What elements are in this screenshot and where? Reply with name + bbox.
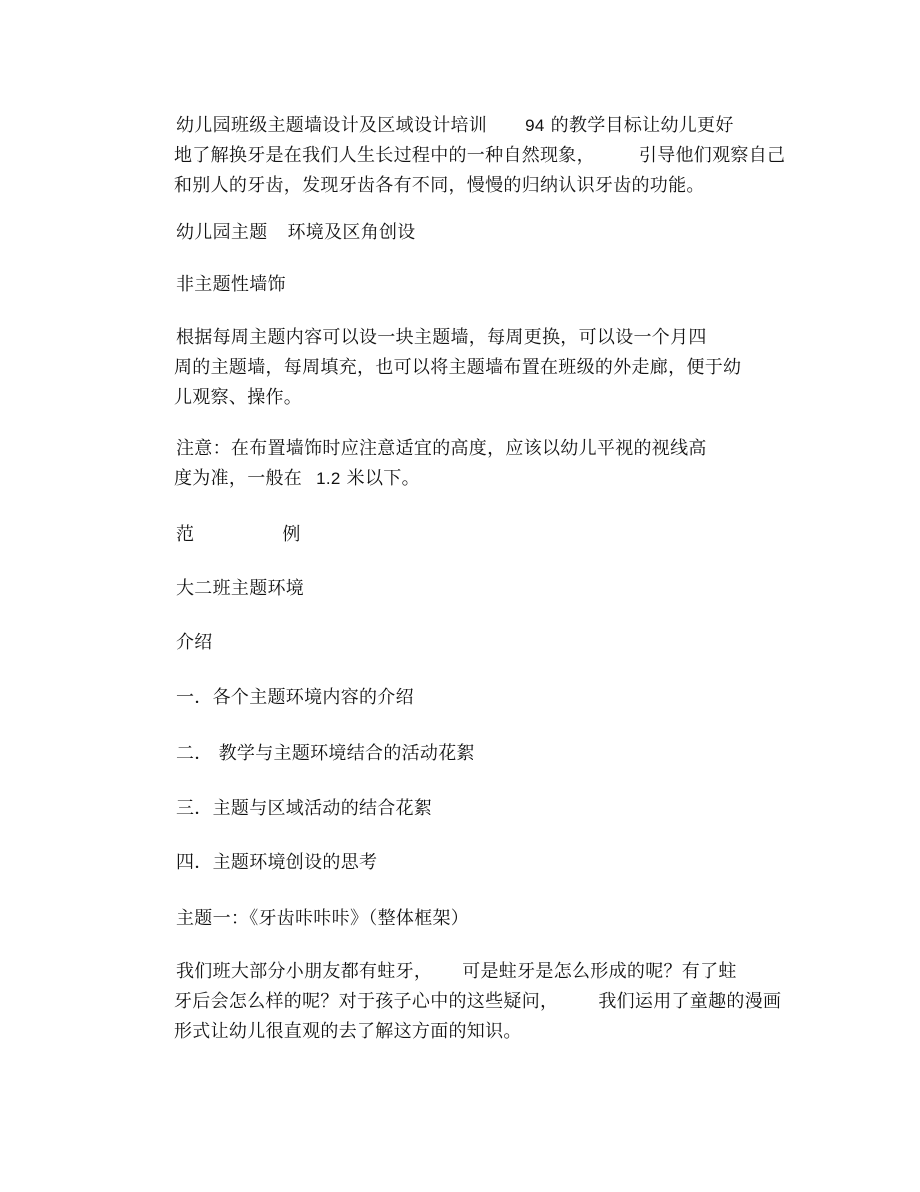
text-span: 我们运用了童趣的漫画: [598, 991, 782, 1012]
paragraph-line: 周的主题墙，每周填充，也可以将主题墙布置在班级的外走廊，便于幼: [174, 357, 742, 378]
paragraph-line: 形式让幼儿很直观的去了解这方面的知识。: [174, 1021, 522, 1042]
text-span: 幼儿园主题: [176, 222, 268, 243]
heading-intro: 介绍: [176, 632, 213, 653]
number-text: 94: [525, 116, 545, 135]
text-span: 可是蛀牙是怎么形成的呢？有了蛀: [462, 961, 737, 982]
paragraph-theme-wall: [176, 323, 776, 413]
text-span: 环境及区角创设: [287, 222, 416, 243]
text-span: 地了解换牙是在我们人生长过程中的一种自然现象，: [174, 145, 595, 166]
heading-kindergarten-theme: [176, 218, 776, 248]
paragraph-note: [176, 434, 776, 494]
heading-example: [176, 520, 776, 550]
list-item: 四．主题环境创设的思考: [176, 852, 378, 873]
text-span: 我们班大部分小朋友都有蛀牙，: [176, 961, 433, 982]
paragraph-line: [176, 957, 776, 987]
text-span: 范: [176, 524, 195, 545]
paragraph-cavities: [174, 957, 782, 1047]
heading-non-theme-wall: 非主题性墙饰: [176, 274, 286, 295]
heading-theme-one: 主题一：《牙齿咔咔咔》（整体框架）: [176, 908, 470, 929]
paragraph-line: 根据每周主题内容可以设一块主题墙，每周更换，可以设一个月四: [176, 327, 707, 348]
text-span: 度为准，一般在: [174, 468, 303, 489]
list-item: 一．各个主题环境内容的介绍: [176, 687, 414, 708]
paragraph-line: [174, 464, 776, 494]
text-span: 的教学目标让幼儿更好: [544, 115, 734, 136]
paragraph-line: 和别人的牙齿，发现牙齿各有不同，慢慢的归纳认识牙齿的功能。: [174, 175, 705, 196]
paragraph-line: [174, 141, 786, 171]
list-item: 三．主题与区域活动的结合花絮: [176, 798, 433, 819]
text-span: 牙后会怎么样的呢？对于孩子心中的这些疑问，: [174, 991, 559, 1012]
heading-class-theme: 大二班主题环境: [176, 578, 305, 599]
paragraph-line: [174, 987, 782, 1017]
paragraph-intro: [174, 111, 786, 201]
paragraph-line: [176, 111, 776, 141]
paragraph-line: 儿观察、操作。: [174, 387, 303, 408]
text-span: 引导他们观察自己: [638, 145, 786, 166]
text-span: 米以下。: [340, 468, 420, 489]
text-span: 幼儿园班级主题墙设计及区域设计培训: [176, 115, 488, 136]
number-text: 1.2: [316, 469, 341, 488]
paragraph-line: 注意：在布置墙饰时应注意适宜的高度，应该以幼儿平视的视线高: [176, 438, 707, 459]
list-item: 二． 教学与主题环境结合的活动花絮: [176, 743, 475, 764]
text-span: 例: [282, 524, 301, 545]
